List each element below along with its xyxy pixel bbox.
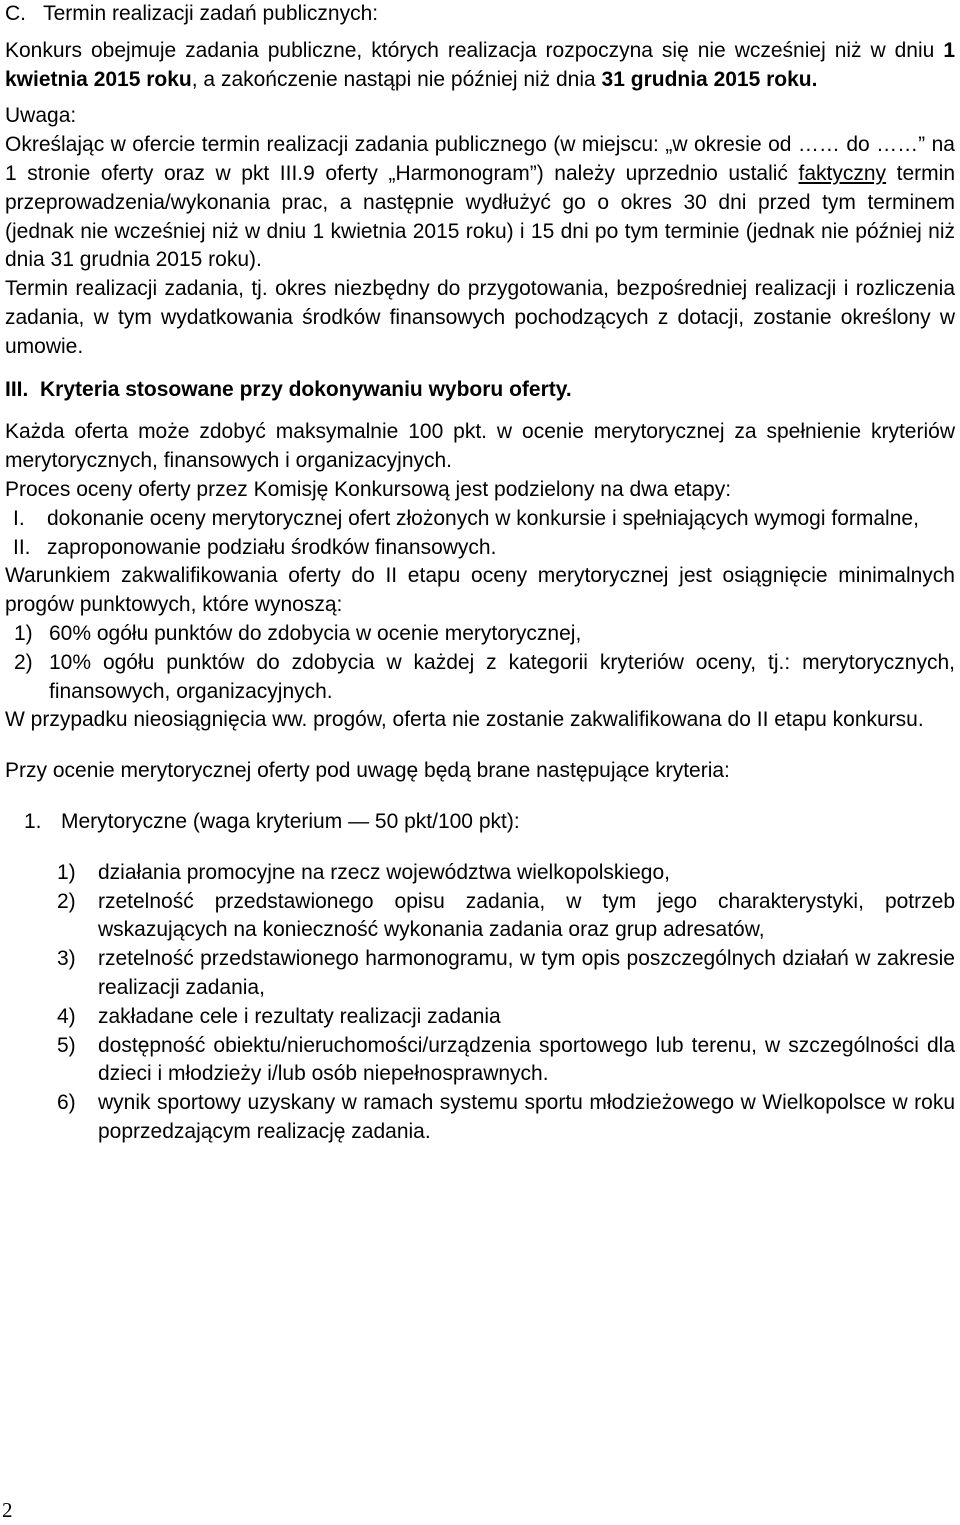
criteria-group-title: Merytoryczne (waga kryterium — 50 pkt/100 pkt): (61, 809, 520, 833)
criteria-group (5, 808, 955, 837)
note-underlined-word: faktyczny (798, 161, 887, 185)
note-paragraph (5, 131, 955, 275)
section-c-intro (5, 37, 955, 95)
section-iii-title: Kryteria stosowane przy dokonywaniu wyboru oferty. (40, 377, 572, 401)
criteria-item-marker: 2) (57, 889, 76, 913)
criteria-item (5, 888, 955, 946)
stage-item (5, 505, 955, 534)
criteria-item (5, 945, 955, 1003)
criteria-item-marker: 4) (57, 1004, 76, 1028)
criteria-item (5, 859, 955, 888)
criteria-item (5, 1032, 955, 1090)
criteria-item (5, 1003, 955, 1032)
intro-end-date: 31 grudnia 2015 roku. (601, 67, 818, 91)
criteria-item-text: działania promocyjne na rzecz województwa wielkopolskiego, (98, 860, 670, 884)
stage-text: dokonanie oceny merytorycznej ofert złożonych w konkursie i spełniających wymogi formalne, (47, 506, 919, 530)
criteria-item-text: zakładane cele i rezultaty realizacji zadania (98, 1004, 501, 1028)
stage-marker: I. (13, 506, 25, 530)
threshold-item (5, 620, 955, 649)
criteria-item-marker: 1) (57, 860, 76, 884)
stage-text: zaproponowanie podziału środków finansowych. (47, 535, 497, 559)
criteria-item-marker: 6) (57, 1091, 76, 1115)
intro-text-1: Konkurs obejmuje zadania publiczne, których realizacja rozpoczyna się nie wcześniej niż w dniu (5, 38, 944, 62)
note-text-1: Określając w ofercie termin realizacji zadania publicznego (w miejscu: „w okresie od …… do ……” na 1 stronie oferty oraz w pkt III.9 oferty „Harmonogram”) należy uprzednio ustalić (5, 133, 955, 185)
criteria-item-marker: 3) (57, 947, 76, 971)
page-number: 2 (2, 1498, 13, 1522)
section-c-heading: C. Termin realizacji zadań publicznych: (5, 2, 379, 25)
threshold-text: 60% ogółu punktów do zdobycia w ocenie merytorycznej, (49, 621, 582, 645)
criteria-item (5, 1089, 955, 1147)
criteria-intro: Przy ocenie merytorycznej oferty pod uwagę będą brane następujące kryteria: (5, 759, 730, 783)
threshold-text: 10% ogółu punktów do zdobycia w każdej z kategorii kryteriów oceny, tj.: merytorycznych, finansowych, organizacyjnych. (49, 650, 955, 703)
document-page (5, 0, 955, 1147)
criteria-item-marker: 5) (57, 1033, 76, 1057)
intro-text-2: , a zakończenie nastąpi nie później niż dnia (191, 67, 602, 91)
criteria-item-text: rzetelność przedstawionego opisu zadania, w tym jego charakterystyki, potrzeb wskazujących na konieczność wykonania zadania oraz grup adresatów, (98, 889, 955, 942)
note-text-2: termin przeprowadzenia/wykonania prac, a następnie wydłużyć go o okres 30 dni przed tym terminem (jednak nie wcześniej niż w dniu 1 kwietnia 2015 roku) i 15 dni po tym terminie (jednak nie później niż dnia 31 grudnia 2015 roku). (5, 161, 955, 272)
stage-item (5, 534, 955, 563)
criteria-group-marker: 1. (24, 809, 42, 833)
note-label: Uwaga: (5, 104, 77, 128)
threshold-marker: 2) (14, 650, 33, 674)
intro-start-date: 1 kwietnia 2015 roku (5, 38, 955, 91)
section-iii-heading (5, 376, 955, 405)
criteria-item-text: dostępność obiektu/nieruchomości/urządzenia sportowego lub terenu, w szczególności dla dzieci i młodzieży i/lub osób niepełnosprawnych. (98, 1033, 955, 1086)
process-intro: Proces oceny oferty przez Komisję Konkursową jest podzielony na dwa etapy: (5, 477, 732, 501)
not-qualified-paragraph: W przypadku nieosiągnięcia ww. progów, oferta nie zostanie zakwalifikowana do II etapu konkursu. (5, 708, 924, 732)
section-iii-number: III. (5, 377, 29, 401)
criteria-item-text: wynik sportowy uzyskany w ramach systemu sportu młodzieżowego w Wielkopolsce w roku poprzedzającym realizację zadania. (98, 1091, 955, 1143)
term-paragraph: Termin realizacji zadania, tj. okres niezbędny do przygotowania, bezpośredniej realizacji i rozliczenia zadania, w tym wydatkowania środków finansowych pochodzących z dotacji, zostanie określony w umowie. (5, 277, 955, 358)
qualification-intro: Warunkiem zakwalifikowania oferty do II etapu oceny merytorycznej jest osiągnięcie minimalnych progów punktowych, które wynoszą: (5, 564, 955, 617)
threshold-item (5, 649, 955, 707)
stage-marker: II. (13, 535, 31, 559)
max-points-paragraph: Każda oferta może zdobyć maksymalnie 100 pkt. w ocenie merytorycznej za spełnienie kryteriów merytorycznych, finansowych i organizacyjnych. (5, 420, 955, 473)
threshold-marker: 1) (14, 621, 33, 645)
criteria-item-text: rzetelność przedstawionego harmonogramu, w tym opis poszczególnych działań w zakresie realizacji zadania, (98, 947, 955, 999)
